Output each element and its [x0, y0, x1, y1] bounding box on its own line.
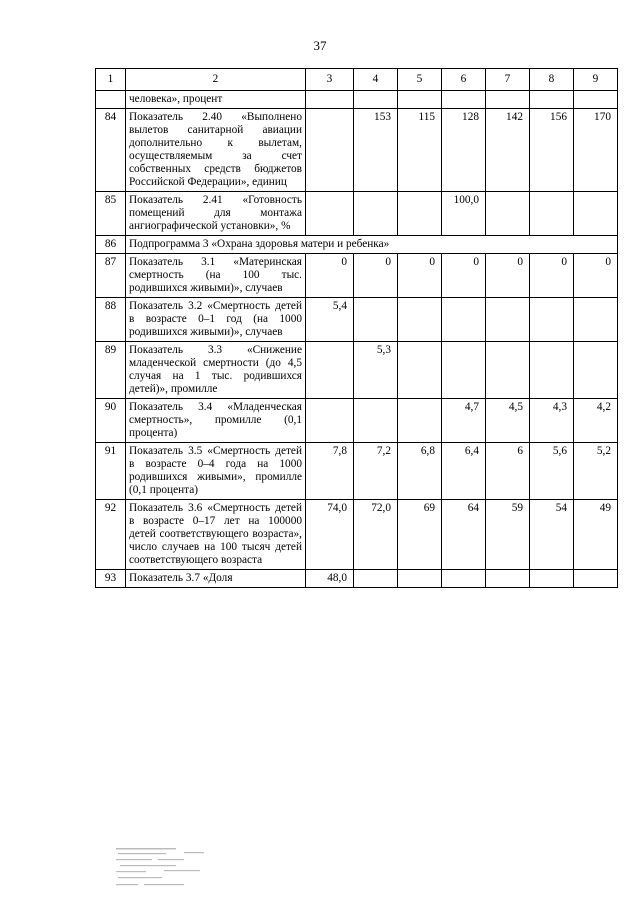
value-cell	[398, 192, 442, 236]
value-cell	[442, 342, 486, 399]
table-header-row	[96, 69, 618, 91]
value-cell	[486, 91, 530, 109]
value-cell: 69	[398, 500, 442, 570]
value-cell: 142	[486, 109, 530, 192]
value-cell	[530, 342, 574, 399]
value-cell	[398, 570, 442, 588]
value-cell: 5,3	[354, 342, 398, 399]
value-cell: 6	[486, 443, 530, 500]
table-row	[96, 109, 618, 192]
value-cell: 153	[354, 109, 398, 192]
value-cell	[574, 570, 618, 588]
table-row	[96, 236, 618, 254]
value-cell	[442, 570, 486, 588]
indicator-description: Показатель 3.2 «Смертность детей в возрасте 0–1 год (на 1000 родившихся живыми)», случаев	[126, 298, 306, 342]
value-cell	[306, 399, 354, 443]
value-cell	[398, 298, 442, 342]
value-cell: 0	[306, 254, 354, 298]
row-number: 90	[96, 399, 126, 443]
value-cell: 0	[442, 254, 486, 298]
value-cell	[306, 192, 354, 236]
value-cell: 0	[486, 254, 530, 298]
value-cell	[354, 91, 398, 109]
row-number: 86	[96, 236, 126, 254]
value-cell	[354, 298, 398, 342]
table-row	[96, 298, 618, 342]
value-cell	[354, 192, 398, 236]
value-cell	[398, 342, 442, 399]
value-cell: 0	[354, 254, 398, 298]
value-cell: 54	[530, 500, 574, 570]
value-cell: 74,0	[306, 500, 354, 570]
value-cell: 4,2	[574, 399, 618, 443]
indicator-description: Показатель 3.5 «Смертность детей в возрасте 0–4 года на 1000 родившихся живыми», промилле (0,1 процента)	[126, 443, 306, 500]
row-number: 93	[96, 570, 126, 588]
row-number: 84	[96, 109, 126, 192]
header-cell: 2	[126, 69, 306, 91]
value-cell	[530, 298, 574, 342]
value-cell: 7,2	[354, 443, 398, 500]
value-cell	[574, 91, 618, 109]
row-number	[96, 91, 126, 109]
row-number: 92	[96, 500, 126, 570]
value-cell: 4,5	[486, 399, 530, 443]
value-cell: 170	[574, 109, 618, 192]
table-row	[96, 342, 618, 399]
indicator-description: Показатель 2.40 «Выполнено вылетов санитарной авиации дополнительно к вылетам, осуществляемым за счет собственных средств бюджетов Российской Федерации», единиц	[126, 109, 306, 192]
value-cell	[306, 342, 354, 399]
indicator-description: Показатель 3.6 «Смертность детей в возрасте 0–17 лет на 100000 детей соответствующего возраста», число случаев на 100 тысяч детей соответствующего возраста	[126, 500, 306, 570]
faint-stamp-mark	[114, 846, 226, 892]
row-number: 89	[96, 342, 126, 399]
value-cell	[398, 91, 442, 109]
value-cell	[398, 399, 442, 443]
value-cell: 5,6	[530, 443, 574, 500]
value-cell: 5,4	[306, 298, 354, 342]
header-cell: 1	[96, 69, 126, 91]
value-cell: 0	[574, 254, 618, 298]
value-cell	[574, 298, 618, 342]
value-cell	[486, 298, 530, 342]
value-cell: 5,2	[574, 443, 618, 500]
table-row	[96, 254, 618, 298]
indicator-description: Подпрограмма 3 «Охрана здоровья матери и ребенка»	[126, 236, 618, 254]
value-cell: 59	[486, 500, 530, 570]
value-cell: 6,4	[442, 443, 486, 500]
value-cell: 4,3	[530, 399, 574, 443]
table-row	[96, 443, 618, 500]
value-cell	[442, 91, 486, 109]
header-cell: 6	[442, 69, 486, 91]
indicator-description: Показатель 2.41 «Готовность помещений для монтажа ангиографической установки», %	[126, 192, 306, 236]
value-cell: 4,7	[442, 399, 486, 443]
value-cell: 64	[442, 500, 486, 570]
indicator-description: Показатель 3.4 «Младенческая смертность», промилле (0,1 процента)	[126, 399, 306, 443]
row-number: 87	[96, 254, 126, 298]
table-row	[96, 192, 618, 236]
header-cell: 8	[530, 69, 574, 91]
indicator-description: человека», процент	[126, 91, 306, 109]
row-number: 85	[96, 192, 126, 236]
value-cell	[354, 570, 398, 588]
value-cell	[306, 109, 354, 192]
indicator-description: Показатель 3.3 «Снижение младенческой смертности (до 4,5 случая на 1 тыс. родившихся детей)», промилле	[126, 342, 306, 399]
value-cell	[486, 570, 530, 588]
value-cell: 100,0	[442, 192, 486, 236]
indicator-table	[95, 68, 618, 588]
header-cell: 9	[574, 69, 618, 91]
row-number: 88	[96, 298, 126, 342]
table-row	[96, 570, 618, 588]
value-cell	[530, 570, 574, 588]
value-cell	[486, 192, 530, 236]
indicator-description: Показатель 3.7 «Доля	[126, 570, 306, 588]
header-cell: 4	[354, 69, 398, 91]
header-cell: 7	[486, 69, 530, 91]
value-cell: 0	[398, 254, 442, 298]
value-cell	[530, 192, 574, 236]
value-cell: 6,8	[398, 443, 442, 500]
table-row	[96, 399, 618, 443]
value-cell	[306, 91, 354, 109]
value-cell: 156	[530, 109, 574, 192]
value-cell	[574, 192, 618, 236]
indicator-description: Показатель 3.1 «Материнская смертность (на 100 тыс. родившихся живыми)», случаев	[126, 254, 306, 298]
value-cell: 0	[530, 254, 574, 298]
value-cell: 115	[398, 109, 442, 192]
value-cell	[486, 342, 530, 399]
value-cell	[442, 298, 486, 342]
value-cell: 7,8	[306, 443, 354, 500]
value-cell	[354, 399, 398, 443]
header-cell: 5	[398, 69, 442, 91]
header-cell: 3	[306, 69, 354, 91]
value-cell	[574, 342, 618, 399]
table-row	[96, 91, 618, 109]
value-cell: 128	[442, 109, 486, 192]
page-number: 37	[313, 38, 327, 53]
value-cell	[530, 91, 574, 109]
table-row	[96, 500, 618, 570]
value-cell: 72,0	[354, 500, 398, 570]
value-cell: 48,0	[306, 570, 354, 588]
value-cell: 49	[574, 500, 618, 570]
row-number: 91	[96, 443, 126, 500]
